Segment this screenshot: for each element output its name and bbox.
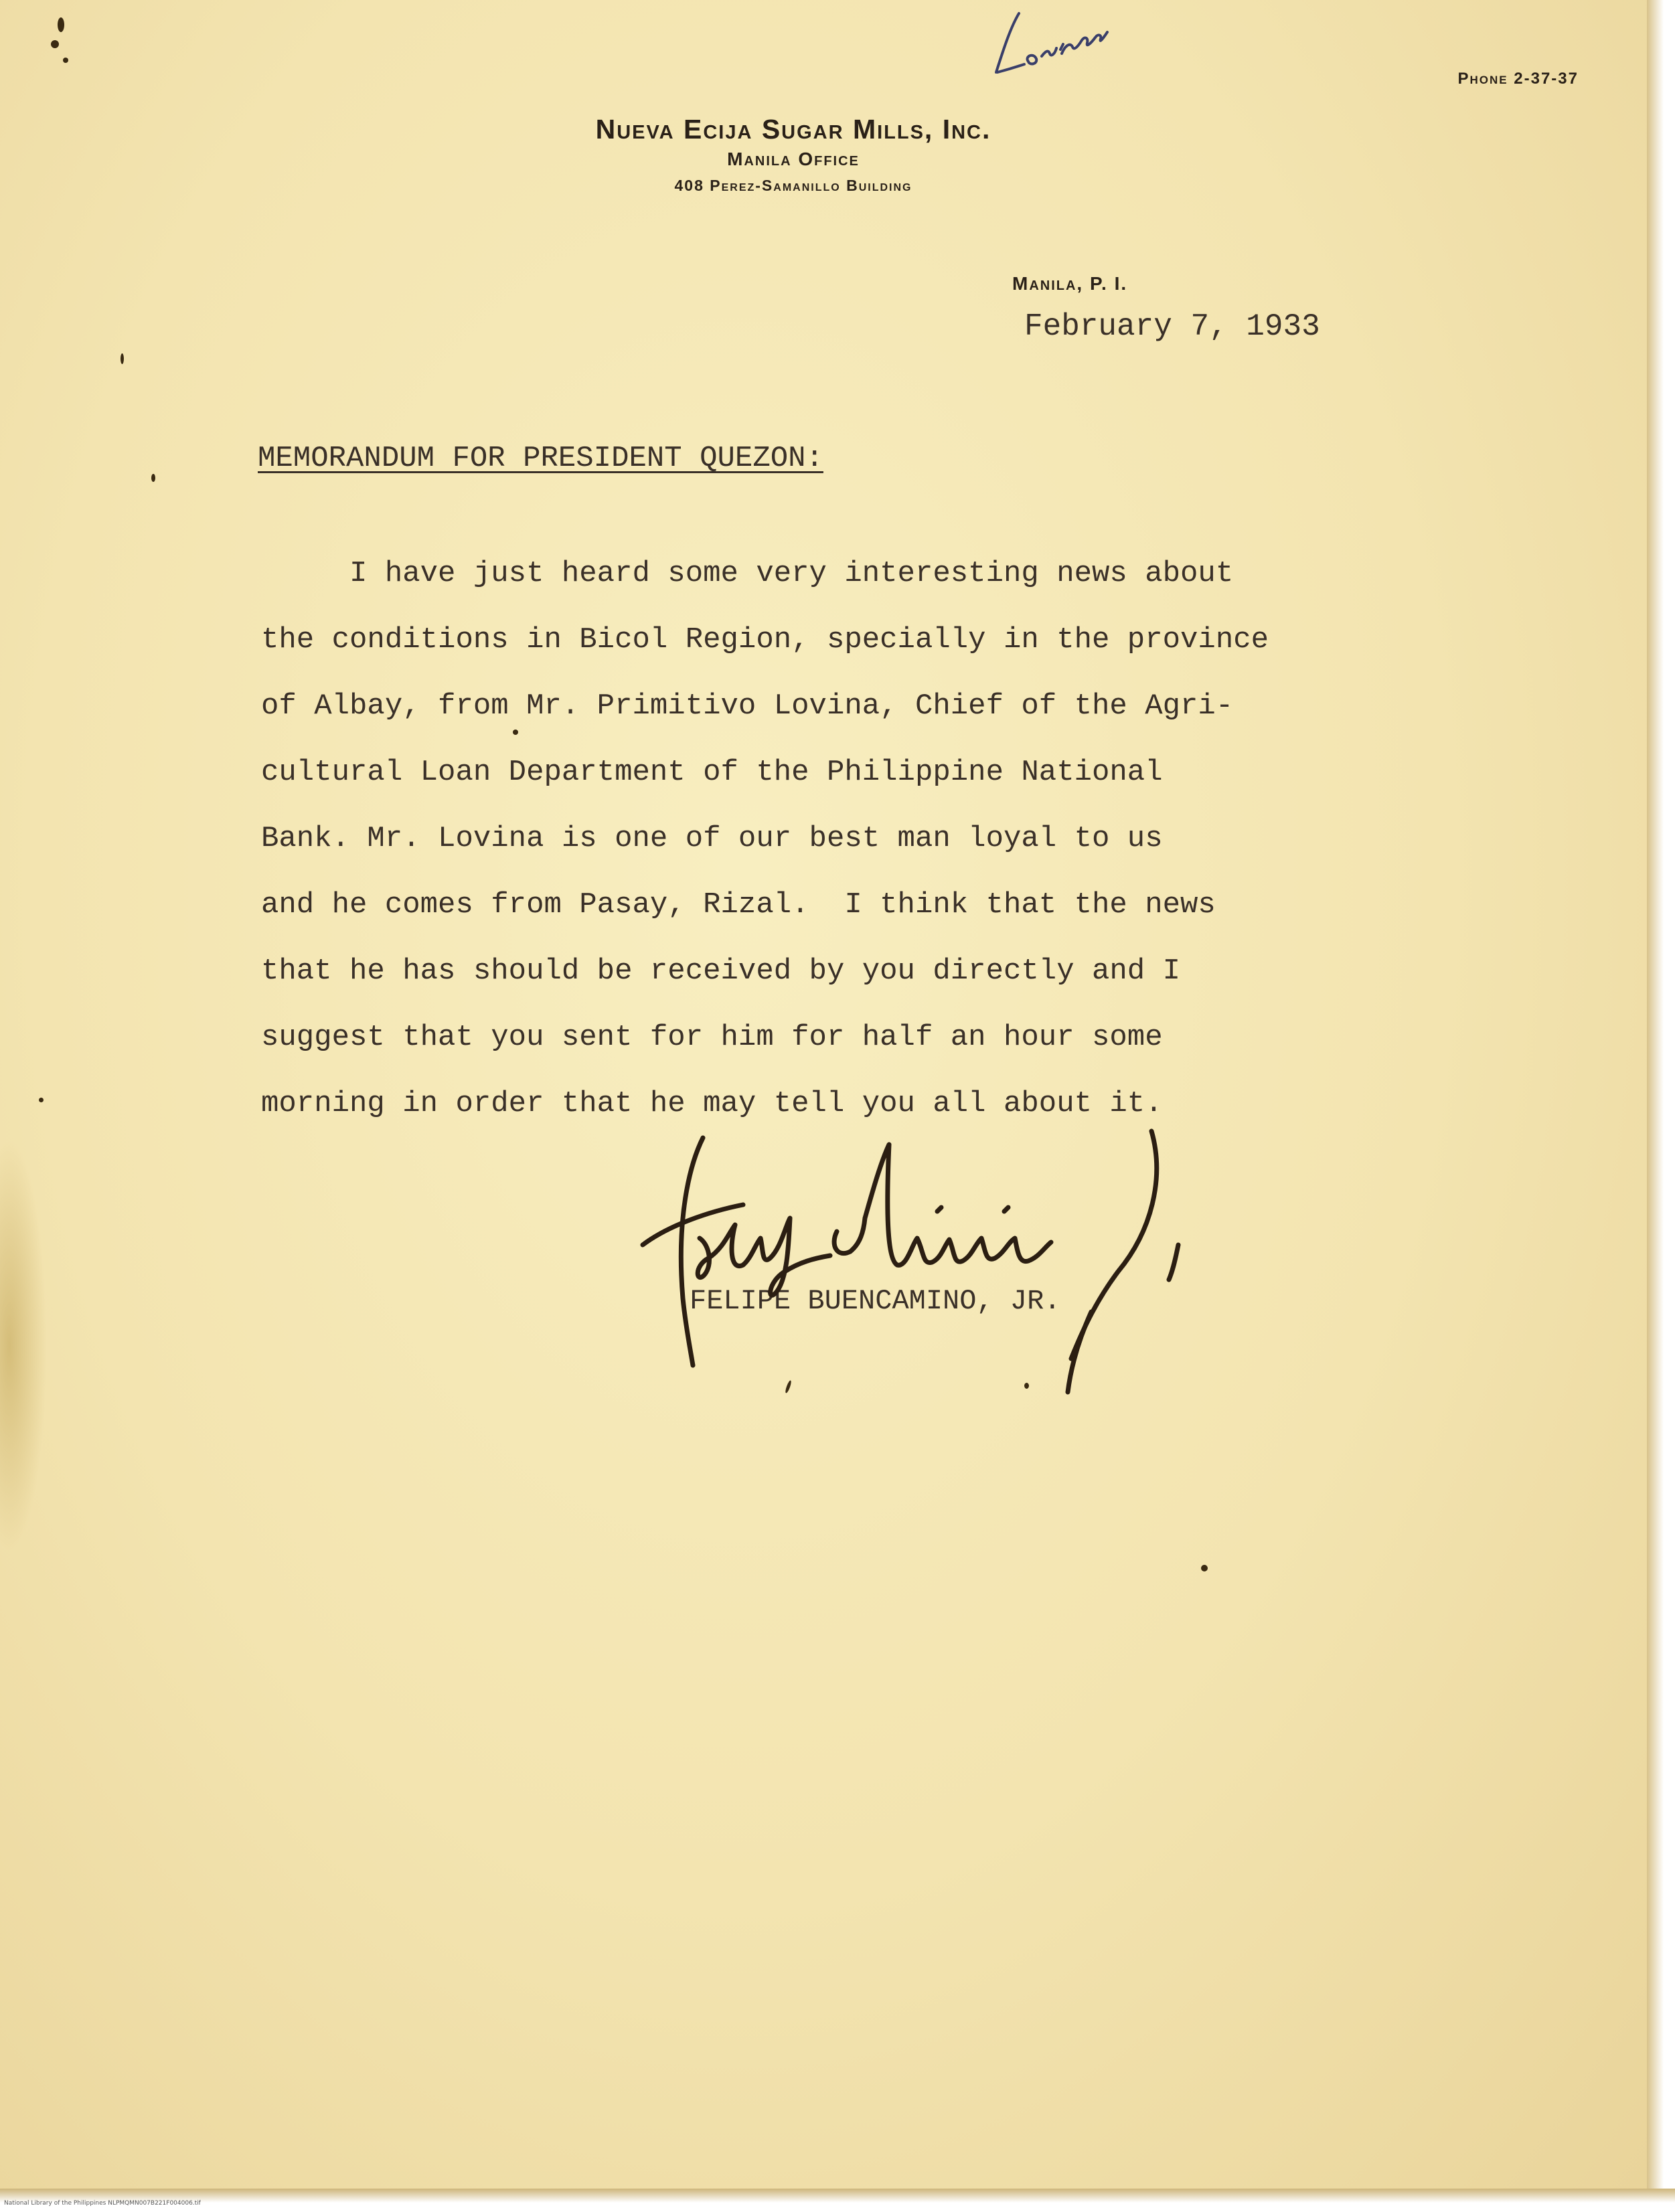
body-line: cultural Loan Department of the Philippine National (261, 756, 1163, 789)
ink-speck (39, 1098, 44, 1102)
letter-city: Manila, P. I. (1012, 273, 1128, 294)
ink-speck (51, 40, 59, 48)
phone-number: Phone 2-37-37 (1457, 70, 1579, 88)
ink-speck (58, 17, 64, 32)
ink-speck (151, 474, 155, 482)
body-line: that he has should be received by you directly and I (261, 954, 1181, 988)
office-name: Manila Office (727, 149, 860, 169)
company-name: Nueva Ecija Sugar Mills, Inc. (595, 114, 991, 145)
handwritten-signature (629, 1124, 1218, 1406)
body-line: and he comes from Pasay, Rizal. I think that the news (261, 888, 1216, 922)
body-line: I have just heard some very interesting news about (261, 557, 1234, 590)
paper-stain (0, 1138, 47, 1553)
ink-speck (63, 58, 68, 63)
memo-body (261, 541, 1269, 1137)
letter-date: February 7, 1933 (1024, 309, 1320, 344)
body-line: Bank. Mr. Lovina is one of our best man loyal to us (261, 822, 1163, 855)
body-line: of Albay, from Mr. Primitivo Lovina, Chief of the Agri- (261, 689, 1234, 723)
office-address: 408 Perez-Samanillo Building (674, 177, 912, 194)
body-line: suggest that you sent for him for half an hour some (261, 1021, 1163, 1054)
body-line: the conditions in Bicol Region, specially in the province (261, 623, 1269, 657)
archive-caption: National Library of the Philippines NLPMQMN007B221F004006.tif (4, 2200, 201, 2207)
scan-edge-bottom (0, 2189, 1675, 2212)
scan-edge-right (1647, 0, 1675, 2212)
body-line: morning in order that he may tell you all about it. (261, 1087, 1163, 1120)
ink-speck (1201, 1565, 1208, 1571)
handwritten-margin-note (984, 0, 1131, 87)
signatory-name: FELIPE BUENCAMINO, JR. (690, 1285, 1061, 1317)
memo-subject: MEMORANDUM FOR PRESIDENT QUEZON: (258, 442, 823, 475)
ink-speck (121, 353, 124, 364)
